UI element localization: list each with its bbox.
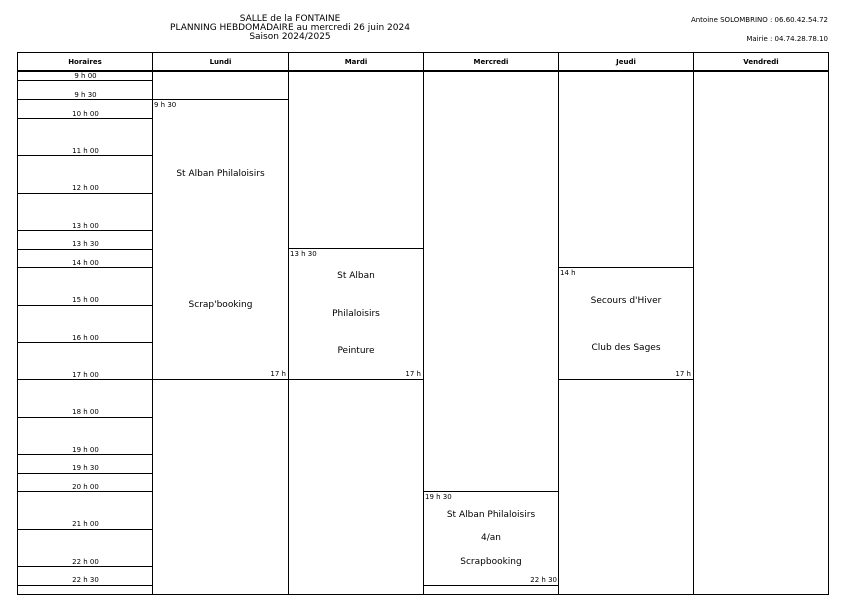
column-divider — [693, 52, 694, 595]
time-row-divider — [18, 529, 152, 530]
time-row-divider — [18, 454, 152, 455]
event-activity: Peinture — [337, 346, 375, 356]
contact-mairie: Mairie : 04.74.28.78.10 — [746, 35, 828, 43]
column-header-mercredi: Mercredi — [473, 58, 509, 66]
column-header-mardi: Mardi — [344, 58, 368, 66]
time-row-divider — [18, 267, 152, 268]
time-label: 20 h 00 — [72, 483, 99, 491]
time-row-divider — [18, 118, 152, 119]
time-row-divider — [18, 305, 152, 306]
time-label: 22 h 30 — [72, 576, 99, 584]
time-label: 12 h 00 — [72, 184, 99, 192]
time-row-divider — [18, 193, 152, 194]
event-start-time: 13 h 30 — [290, 250, 317, 258]
event-activity: Scrapbooking — [460, 557, 522, 567]
event-title: St Alban — [337, 271, 375, 281]
event-title: Philaloisirs — [332, 309, 380, 319]
time-row-divider — [18, 566, 152, 567]
time-label: 18 h 00 — [72, 408, 99, 416]
time-label: 9 h 30 — [74, 91, 97, 99]
event-title: Secours d'Hiver — [590, 296, 662, 306]
event-title: St Alban Philaloisirs — [446, 510, 536, 520]
event-title: St Alban Philaloisirs — [176, 169, 265, 179]
time-label: 19 h 00 — [72, 446, 99, 454]
time-label: 19 h 30 — [72, 464, 99, 472]
event-title: Club des Sages — [591, 343, 661, 353]
event-mercredi — [424, 491, 558, 586]
event-start-time: 9 h 30 — [154, 101, 177, 109]
time-row-divider — [18, 417, 152, 418]
contact-primary: Antoine SOLOMBRINO : 06.60.42.54.72 — [690, 16, 828, 24]
time-row-divider — [18, 585, 152, 586]
venue-title: SALLE de la FONTAINE — [239, 14, 341, 24]
time-label: 16 h 00 — [72, 334, 99, 342]
event-start-time: 14 h — [560, 269, 576, 277]
season-label: Saison 2024/2025 — [249, 32, 331, 42]
event-end-time: 22 h 30 — [530, 576, 557, 584]
column-header-vendredi: Vendredi — [743, 58, 779, 66]
time-row-divider — [18, 230, 152, 231]
time-label: 21 h 00 — [72, 520, 99, 528]
document-header — [160, 15, 420, 42]
event-frequency: 4/an — [481, 533, 501, 543]
column-header-lundi: Lundi — [209, 58, 232, 66]
planning-subtitle: PLANNING HEBDOMADAIRE au mercredi 26 juin 2024 — [170, 23, 410, 33]
column-header-jeudi: Jeudi — [616, 58, 636, 66]
time-label: 13 h 30 — [72, 240, 99, 248]
event-mardi — [289, 248, 423, 380]
event-activity: Scrap'booking — [188, 300, 253, 310]
time-row-divider — [18, 473, 152, 474]
time-label: 15 h 00 — [72, 296, 99, 304]
event-jeudi — [559, 267, 693, 380]
time-row-divider — [18, 491, 152, 492]
time-row-divider — [18, 379, 152, 380]
event-end-time: 17 h — [675, 370, 691, 378]
time-label: 10 h 00 — [72, 110, 99, 118]
column-header-horaires: Horaires — [68, 58, 102, 66]
time-row-divider — [18, 155, 152, 156]
event-end-time: 17 h — [270, 370, 286, 378]
event-lundi — [153, 99, 288, 380]
time-label: 17 h 00 — [72, 371, 99, 379]
time-row-divider — [18, 80, 152, 81]
time-label: 14 h 00 — [72, 259, 99, 267]
time-row-divider — [18, 249, 152, 250]
time-label: 9 h 00 — [74, 72, 97, 80]
time-row-divider — [18, 99, 152, 100]
time-label: 13 h 00 — [72, 222, 99, 230]
event-end-time: 17 h — [405, 370, 421, 378]
event-start-time: 19 h 30 — [425, 493, 452, 501]
time-label: 22 h 00 — [72, 558, 99, 566]
time-label: 11 h 00 — [72, 147, 99, 155]
time-row-divider — [18, 342, 152, 343]
